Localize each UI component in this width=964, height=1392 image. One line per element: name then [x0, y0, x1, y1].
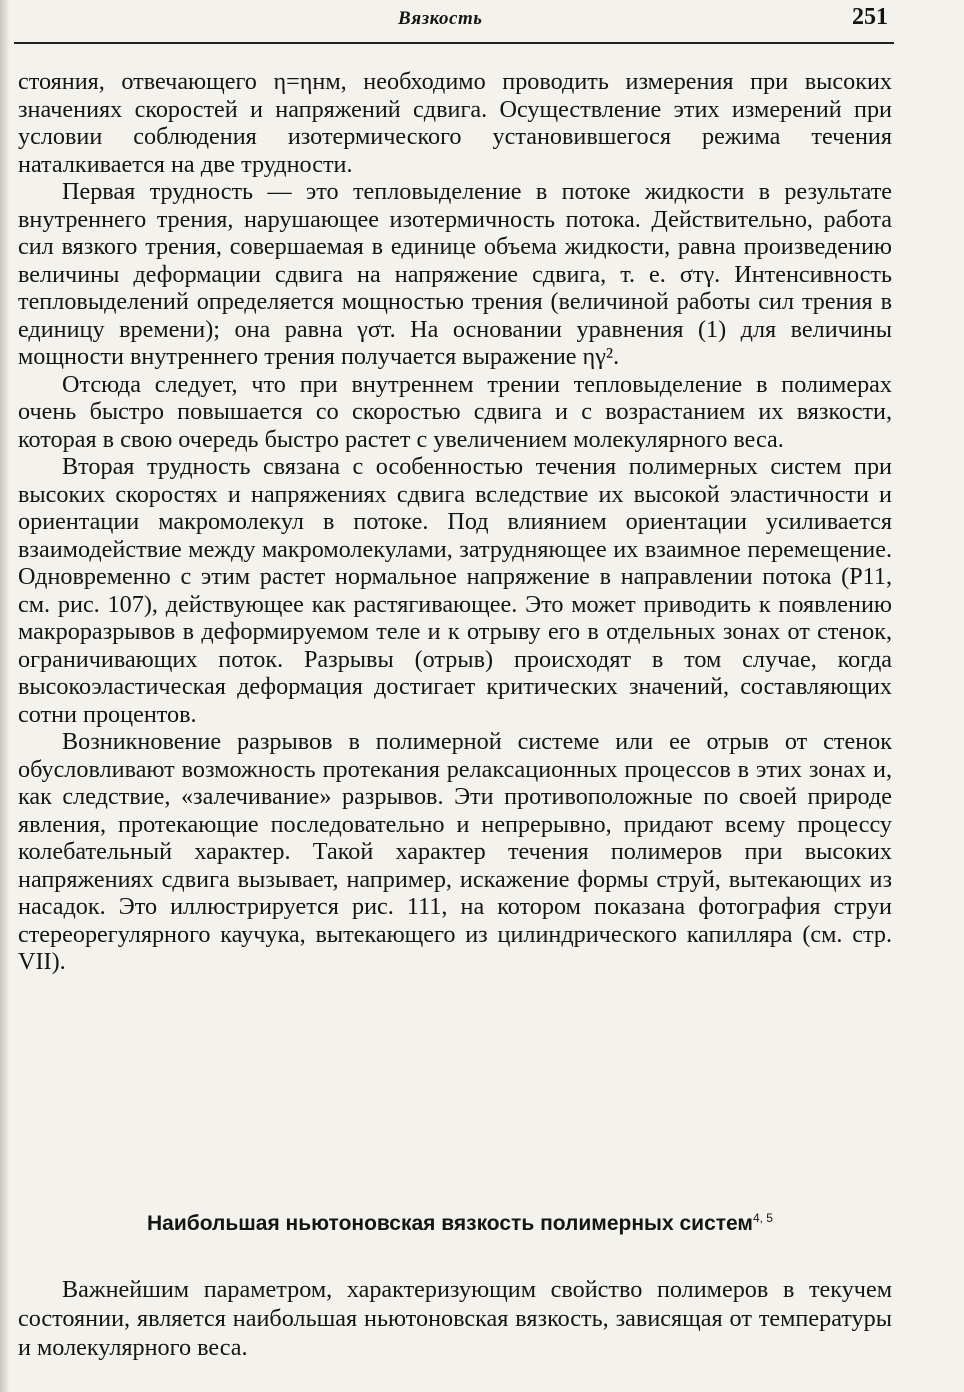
paragraph-first-difficulty: Первая трудность — это тепловыделение в потоке жидкости в результате внутреннего трения, нарушающее изотермичность потока. Действительно, работа сил вязкого трения, совершаемая в единице объема жидкости, равна произведению величины деформации сдвига на напряжение сдвига, т. е. σтγ. Интенсивность тепловыделений определяется мощностью трения (величиной работы сил трения в единицу времени); она равна γσт. На основании уравнения (1) для величины мощности внутреннего трения получается выражение ηγ².: [18, 178, 892, 370]
paragraph-newtonian-viscosity: Важнейшим параметром, характеризующим свойство полимеров в текучем состоянии, является наибольшая ньютоновская вязкость, зависящая от температуры и молекулярного веса.: [18, 1276, 892, 1361]
header-rule: [14, 42, 894, 44]
paragraph-consequence: Отсюда следует, что при внутреннем трении тепловыделение в полимерах очень быстро повышается со скоростью сдвига и с возрастанием их вязкости, которая в свою очередь быстро растет с увеличением молекулярного веса.: [18, 370, 892, 453]
body-text: [18, 68, 892, 976]
paragraph-continuation: стояния, отвечающего η=ηнм, необходимо проводить измерения при высоких значениях скоростей и напряжений сдвига. Осуществление этих измерений при условии соблюдения изотермического установившегося режима течения наталкивается на две трудности.: [18, 68, 892, 178]
page-number: 251: [852, 4, 888, 30]
section-heading-refs: 4, 5: [752, 1211, 773, 1225]
section-heading: [80, 1204, 840, 1238]
running-title: Вязкость: [398, 8, 483, 29]
running-head: [0, 4, 964, 36]
paragraph-second-difficulty: Вторая трудность связана с особенностью течения полимерных систем при высоких скоростях и напряжениях сдвига вследствие их высокой эластичности и ориентации макромолекул в потоке. Под влиянием ориентации усиливается взаимодействие между макромолекулами, затрудняющее их взаимное перемещение. Одновременно с этим растет нормальное напряжение в направлении потока (P11, см. рис. 107), действующее как растягивающее. Это может приводить к появлению макроразрывов в деформируемом теле и к отрыву его в отдельных зонах от стенок, ограничивающих поток. Разрывы (отрыв) происходят в том случае, когда высокоэластическая деформация достигает критических значений, составляющих сотни процентов.: [18, 453, 892, 728]
section-heading-text: Наибольшая ньютоновская вязкость полимерных систем: [147, 1212, 753, 1235]
scan-shadow: [0, 0, 10, 1392]
paragraph-ruptures: Возникновение разрывов в полимерной системе или ее отрыв от стенок обусловливают возможность протекания релаксационных процессов в этих зонах и, как следствие, «залечивание» разрывов. Эти противоположные по своей природе явления, протекающие последовательно и непрерывно, придают всему процессу колебательный характер. Такой характер течения полимеров при высоких напряжениях сдвига вызывает, например, искажение формы струй, вытекающих из насадок. Это иллюстрируется рис. 111, на котором показана фотография струи стереорегулярного каучука, вытекающего из цилиндрического капилляра (см. стр. VII).: [18, 728, 892, 975]
